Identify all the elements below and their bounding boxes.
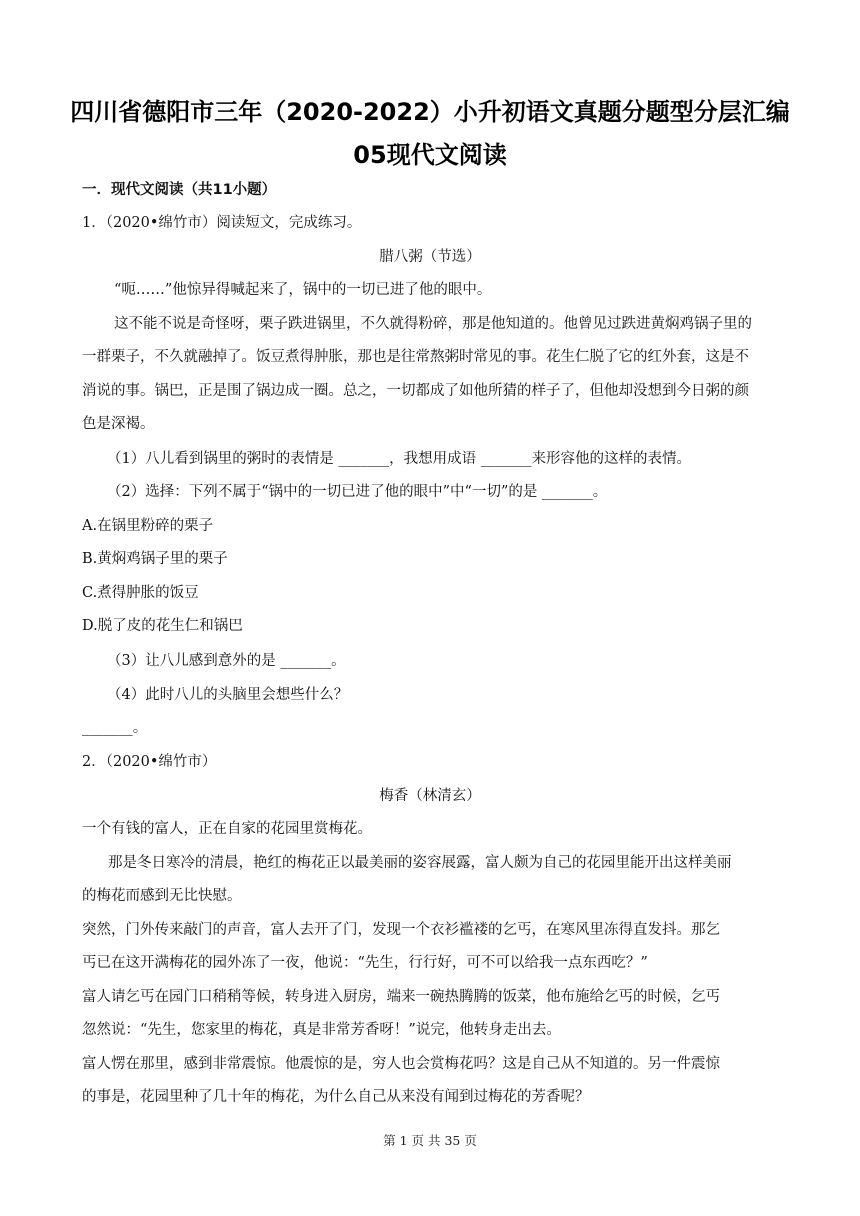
q1-passage-title: 腊八粥（节选） [379,249,481,265]
q1-option-c: C.煮得肿胀的饭豆 [82,585,199,601]
q1-paragraph-2-line: 色是深褐。 [82,416,155,432]
q2-paragraph-line: 富人请乞丐在园门口稍稍等候，转身进入厨房，端来一碗热腾腾的饭菜，他布施给乞丐的时候，乞丐 [82,989,720,1005]
q1-paragraph-2-line: 这不能不说是奇怪呀，栗子跌进锅里，不久就得粉碎，那是他知道的。他曾见过跌进黄焖鸡锅子里的 [114,316,752,332]
section-heading: 一．现代文阅读（共11小题） [82,182,277,198]
q1-option-d: D.脱了皮的花生仁和锅巴 [82,618,243,634]
q1-subquestion-1: （1）八儿看到锅里的粥时的表情是 _______，我想用成语 _______来形容他的这样的表情。 [107,451,691,467]
q1-header: 1．（2020•绵竹市）阅读短文，完成练习。 [82,215,362,231]
page-footer: 第 1 页 共 35 页 [383,1133,477,1148]
q2-paragraph-line: 突然，门外传来敲门的声音，富人去开了门，发现一个衣衫褴褛的乞丐，在寒风里冻得直发抖。那乞 [82,922,720,938]
q1-subquestion-2: （2）选择：下列不属于“锅中的一切已进了他的眼中”中“一切”的是 _______。 [107,484,608,500]
q2-paragraph-line: 富人愣在那里，感到非常震惊。他震惊的是，穷人也会赏梅花吗？这是自己从不知道的。另一件震惊 [82,1056,720,1072]
q2-paragraph-line: 那是冬日寒冷的清晨，艳红的梅花正以最美丽的姿容展露，富人颇为自己的花园里能开出这样美丽 [108,855,732,871]
document-title-line2: 05现代文阅读 [353,141,507,169]
q2-paragraph-line: 忽然说：“先生，您家里的梅花，真是非常芳香呀！”说完，他转身走出去。 [82,1022,561,1038]
q1-option-b: B.黄焖鸡锅子里的栗子 [82,551,228,567]
q1-option-a: A.在锅里粉碎的栗子 [82,518,214,534]
q1-paragraph-1: “呃……”他惊异得喊起来了，锅中的一切已进了他的眼中。 [114,282,492,298]
document-title-line1: 四川省德阳市三年（2020-2022）小升初语文真题分题型分层汇编 [70,98,790,126]
q2-paragraph-line: 的梅花而感到无比快慰。 [82,888,242,904]
q1-subquestion-4: （4）此时八儿的头脑里会想些什么？ [107,687,349,703]
q1-answer-blank: _______。 [82,720,148,736]
q2-header: 2．（2020•绵竹市） [82,754,217,770]
q1-subquestion-3: （3）让八儿感到意外的是 _______。 [107,653,346,669]
q2-paragraph-line: 丐已在这开满梅花的园外冻了一夜，他说：“先生，行行好，可不可以给我一点东西吃？” [82,955,648,971]
q2-passage-title: 梅香（林清玄） [379,788,481,804]
q2-paragraph-line: 一个有钱的富人，正在自家的花园里赏梅花。 [82,821,372,837]
q1-paragraph-2-line: 消说的事。锅巴，正是围了锅边成一圈。总之，一切都成了如他所猜的样子了，但他却没想到今日粥的颜 [82,383,749,399]
q2-paragraph-line: 的事是，花园里种了几十年的梅花，为什么自己从来没有闻到过梅花的芳香呢？ [82,1089,590,1105]
q1-paragraph-2-line: 一群栗子，不久就融掉了。饭豆煮得肿胀，那也是往常熬粥时常见的事。花生仁脱了它的红外套，这是不 [82,349,749,365]
